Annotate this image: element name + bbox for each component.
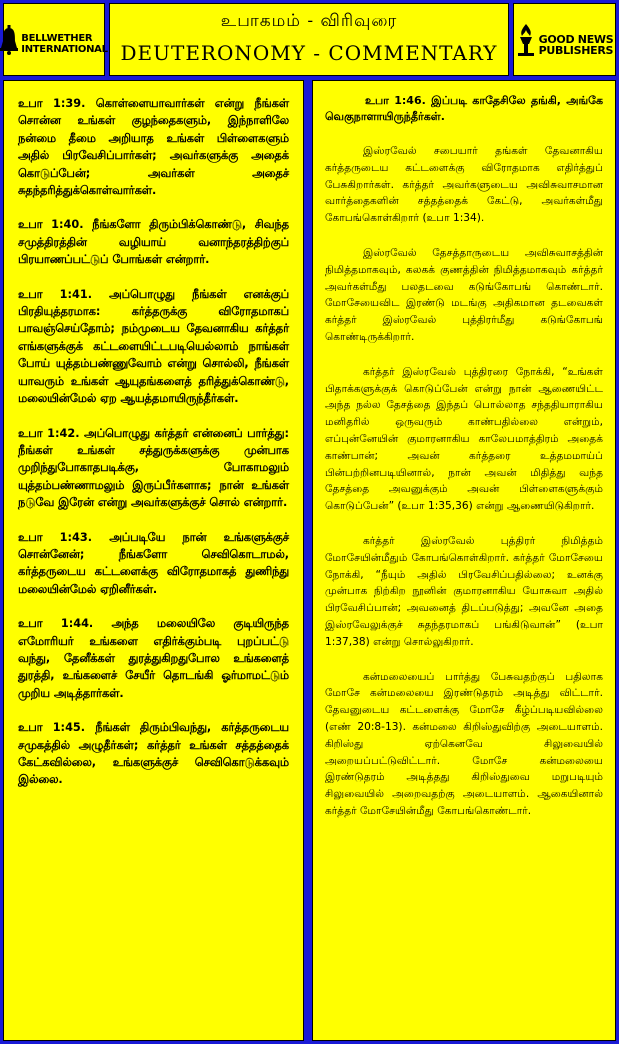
english-title: DEUTERONOMY - COMMENTARY [120,41,498,65]
verse-1-45: உபா 1:45. நீங்கள் திரும்பிவந்து, கர்த்தருடைய சமுகத்தில் அழுதீர்கள்; கர்த்தர் உங்கள் சத்தத்தைக் கேட்கவில்லை, உங்களுக்குச் செவிகொடுக்கவும் இல்லை. [18,721,289,787]
right-column [312,80,616,1041]
logo-right-line2: PUBLISHERS [538,43,614,57]
verse-1-43: உபா 1:43. அப்படியே நான் உங்களுக்குச் சொன்னேன்; நீங்களோ செவிகொடாமல், கர்த்தருடைய கட்டளைக்கு விரோதமாகத் துணிந்து மலையின்மேல் ஏறினீர்கள். [18,530,289,596]
verse-1-44: உபா 1:44. அந்த மலையிலே குடியிருந்த எமோரியர் உங்களை எதிர்க்கும்படி புறப்பட்டு வந்து, தேனீக்கள் துரத்துகிறதுபோல உங்களைத் துரத்தி, உங்களைச் சேயீர் தொடங்கி ஓர்மாமட்டும் முறிய அடித்தார்கள். [18,617,289,700]
commentary-paragraph: கர்த்தர் இஸ்ரவேல் புத்திரரை நோக்கி, “உங்கள் பிதாக்களுக்குக் கொடுப்பேன் என்று நான் ஆணையிட்ட அந்த நல்ல தேசத்தை இந்தப் பொல்லாத சந்ததியாராகிய மனிதரில் ஒருவரும் காண்பதில்லை என்றும், எப்புன்னேயின் குமாரனாகிய காலேபமாத்திரம் அதைக் காண்பான்; அவன் கர்த்தரை உத்தமமாய்ப் பின்பற்றினபடியினால், நான் அவன் மிதித்து வந்த தேசத்தை அவனுக்கும் அவன் பிள்ளைகளுக்கும் கொடுப்பேன்” (உபா 1:35,36) என்று ஆணையிடுகிறார். [325,365,603,513]
commentary-paragraph: இஸ்ரவேல் தேசத்தாருடைய அவிசுவாசத்தின் நிமித்தமாகவும், கலகக் குணத்தின் நிமித்தமாகவும் கர்த்தர் அவர்கள்மீது பலதடவை கடுங்கோபங் கொண்டார். மோசேயைவிட இரண்டு மடங்கு அதிகமான தடவைகள் கர்த்தர் இஸ்ரவேல் புத்திரர்மீது கடுங்கோபங் கொண்டிருக்கிறார். [325,246,603,343]
verse-1-46: உபா 1:46. இப்படி காதேசிலே தங்கி, அங்கே வெகுநாளாயிருந்தீர்கள். [325,94,603,123]
commentary-paragraph: கர்த்தர் இஸ்ரவேல் புத்திரர் நிமித்தம் மோசேயின்மீதும் கோபங்கொள்கிறார். கர்த்தர் மோசேயை நோக்கி, “நீயும் அதில் பிரவேசிப்பதில்லை; உனக்கு முன்பாக நிற்கிற நூனின் குமாரனாகிய யோசுவா அதில் பிரவேசிப்பான்; அவனைத் திடப்படுத்து; அவனே அதை இஸ்ரவேலுக்குச் சுதந்தரமாகப் பங்கிடுவான்” (உபா 1:37,38) என்று சொல்லுகிறார். [325,534,603,648]
page-header [109,3,509,76]
logo-left-line2: INTERNATIONAL [21,43,108,55]
tamil-title: உபாகமம் - விரிவுரை [220,11,398,31]
good-news-logo [513,3,616,76]
commentary-paragraph: இஸ்ரவேல் சபையார் தங்கள் தேவனாகிய கர்த்தருடைய கட்டளைக்கு விரோதமாக எதிர்த்துப் பேசுகிறார்கள். கர்த்தர் அவர்களுடைய அவிசுவாசமான வார்த்தைகளின் சத்தத்தைக் கேட்டு, அவர்கள்மீது கோபங்கொள்கிறார் (உபா 1:34). [325,145,603,225]
verse-1-40: உபா 1:40. நீங்களோ திரும்பிக்கொண்டு, சிவந்த சமுத்திரத்தின் வழியாய் வனாந்தரத்திற்குப் பிரயாணப்பட்டுப் போங்கள் என்றார். [18,218,289,267]
left-column [3,80,304,1041]
torch-icon [516,24,536,56]
verse-1-39: உபா 1:39. கொள்ளையாவார்கள் என்று நீங்கள் சொன்ன உங்கள் குழந்தைகளும், இந்நாளிலே நன்மை தீமை அறியாத உங்கள் பிள்ளைகளும் அதில் பிரவேசிப்பார்கள்; அவர்களுக்கு அதைக் கொடுப்பேன்; அவர்கள் அதைச் சுதந்தரித்துக்கொள்வார்கள். [18,97,289,198]
bell-icon [0,25,18,55]
commentary-paragraph: கன்மலையைப் பார்த்து பேசுவதற்குப் பதிலாக மோசே கன்மலையை இரண்டுதரம் அடித்து விட்டார். தேவனுடைய கட்டளைக்கு மோசே கீழ்ப்படியவில்லை (எண் 20:8-13). கன்மலை கிறிஸ்துவிற்கு அடையாளம். கிறிஸ்து ஏற்கெனவே சிலுவையில் அறையப்பட்டுவிட்டார். மோசே கன்மலையை இரண்டுதரம் அடித்தது கிறிஸ்துவை மறுபடியும் சிலுவையில் அறைவதற்கு அடையாளம். ஆகையினால் கர்த்தர் மோசேயின்மீது கோபங்கொண்டார். [325,670,603,817]
logo-right-line1: GOOD NEWS [538,32,614,46]
logo-left-line1: BELLWETHER [21,32,93,44]
verse-1-41: உபா 1:41. அப்பொழுது நீங்கள் எனக்குப் பிரதியுத்தரமாக: கர்த்தருக்கு விரோதமாகப் பாவஞ்செய்தோம்; நம்முடைய தேவனாகிய கர்த்தர் எங்களுக்குக் கட்டளையிட்டபடியெல்லாம் நாங்கள் போய் யுத்தம்பண்ணுவோம் என்று சொல்லி, நீங்கள் யாவரும் உங்கள் ஆயுதங்களைத் தரித்துக்கொண்டு, மலையின்மேல் ஏற ஆயத்தமாயிருந்தீர்கள். [18,287,289,406]
bellwether-logo [3,3,108,76]
verse-1-42: உபா 1:42. அப்பொழுது கர்த்தர் என்னைப் பார்த்து: நீங்கள் உங்கள் சத்துருக்களுக்கு முன்பாக முறிந்துபோகாதபடிக்கு, போகாமலும் யுத்தம்பண்ணாமலும் இருப்பீர்களாக; நான் உங்கள் நடுவே இரேன் என்று அவர்களுக்குச் சொல் என்றார். [18,426,289,510]
